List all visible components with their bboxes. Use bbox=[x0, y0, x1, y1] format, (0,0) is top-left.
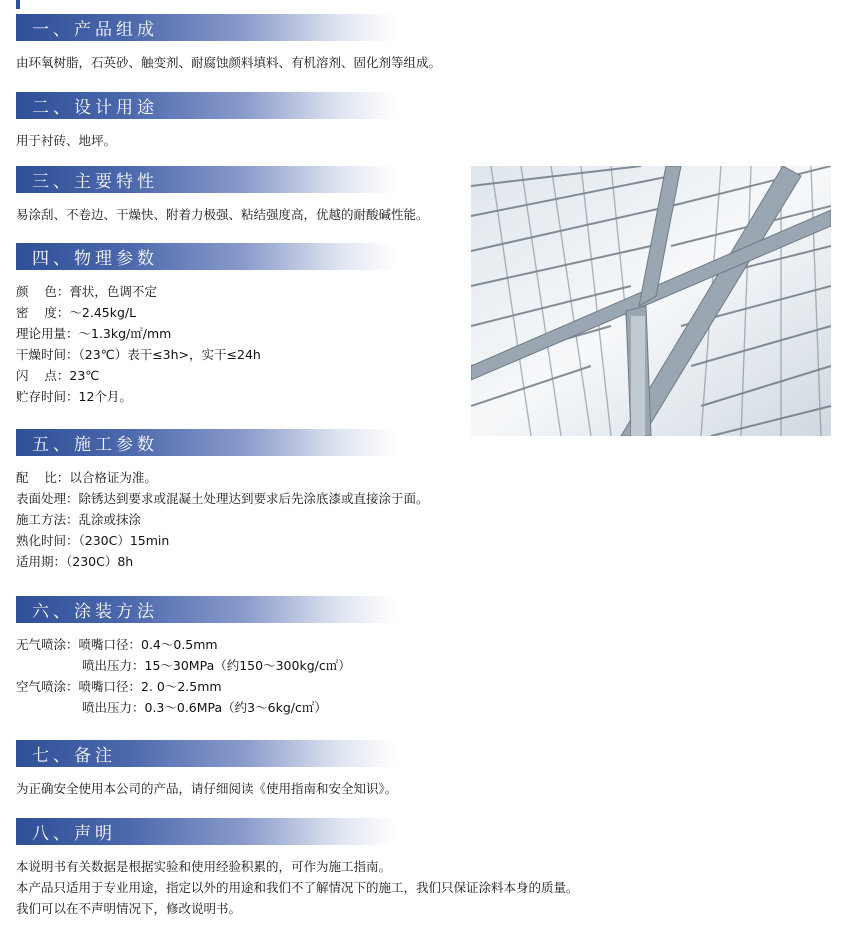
param-drying-time: 干燥时间：（23℃）表干≤3h>，实干≤24h bbox=[16, 347, 261, 362]
section-statement bbox=[0, 818, 846, 919]
param-ratio: 配 比：以合格证为准。 bbox=[16, 470, 157, 485]
param-pot-life: 适用期：（230C）8h bbox=[16, 554, 134, 569]
param-color: 颜 色：膏状，色调不定 bbox=[16, 284, 157, 299]
body-line: 为正确安全使用本公司的产品，请仔细阅读《使用指南和安全知识》。 bbox=[16, 781, 398, 796]
section-title: 四、物理参数 bbox=[32, 249, 158, 269]
section-body bbox=[16, 856, 846, 919]
section-header-bar bbox=[16, 740, 396, 767]
glass-roof-photo bbox=[471, 166, 831, 436]
section-title: 二、设计用途 bbox=[32, 98, 158, 118]
section-body bbox=[16, 467, 846, 572]
section-design-use bbox=[0, 92, 846, 151]
section-header-bar bbox=[16, 429, 396, 456]
param-surface-treatment: 表面处理：除锈达到要求或混凝土处理达到要求后先涂底漆或直接涂于面。 bbox=[16, 491, 429, 506]
air-spray-pressure: 喷出压力：0.3～0.6MPa（约3～6kg/c㎡） bbox=[82, 700, 327, 715]
param-density: 密 度：～2.45kg/L bbox=[16, 305, 137, 320]
section-header-bar bbox=[16, 243, 396, 270]
param-storage-time: 贮存时间：12个月。 bbox=[16, 389, 132, 404]
air-spray-nozzle: 空气喷涂：喷嘴口径：2. 0～2.5mm bbox=[16, 679, 222, 694]
section-title: 一、产品组成 bbox=[32, 20, 158, 40]
airless-spray-nozzle: 无气喷涂：喷嘴口径：0.4～0.5mm bbox=[16, 637, 218, 652]
glass-roof-illustration bbox=[471, 166, 831, 436]
section-remarks bbox=[0, 740, 846, 799]
section-title: 三、主要特性 bbox=[32, 172, 158, 192]
body-line: 我们可以在不声明情况下，修改说明书。 bbox=[16, 901, 242, 916]
body-line: 由环氧树脂，石英砂、触变剂、耐腐蚀颜料填料、有机溶剂、固化剂等组成。 bbox=[16, 55, 442, 70]
param-flash-point: 闪 点：23℃ bbox=[16, 368, 100, 383]
section-title: 七、备注 bbox=[32, 746, 116, 766]
section-body bbox=[16, 130, 846, 151]
airless-spray-pressure: 喷出压力：15～30MPa（约150～300kg/c㎡） bbox=[82, 658, 351, 673]
body-line: 本说明书有关数据是根据实验和使用经验积累的，可作为施工指南。 bbox=[16, 859, 392, 874]
section-title: 八、声明 bbox=[32, 824, 116, 844]
body-line: 本产品只适用于专业用途，指定以外的用途和我们不了解情况下的施工，我们只保证涂料本身的质量。 bbox=[16, 880, 579, 895]
section-construction-parameters bbox=[0, 429, 846, 572]
section-body bbox=[16, 778, 846, 799]
param-curing-time: 熟化时间：（230C）15min bbox=[16, 533, 170, 548]
param-theoretical-usage: 理论用量：～1.3kg/㎡/mm bbox=[16, 326, 172, 341]
section-title: 五、施工参数 bbox=[32, 435, 158, 455]
body-line: 易涂刮、不卷边、干燥快、附着力极强、粘结强度高，优越的耐酸碱性能。 bbox=[16, 207, 429, 222]
section-body bbox=[16, 52, 846, 73]
section-title: 六、涂装方法 bbox=[32, 602, 158, 622]
section-header-bar bbox=[16, 596, 396, 623]
section-header-bar bbox=[16, 818, 396, 845]
body-line: 用于衬砖、地坪。 bbox=[16, 133, 117, 148]
section-body bbox=[16, 634, 846, 718]
top-accent-mark bbox=[16, 0, 20, 9]
param-application-method: 施工方法：乱涂或抹涂 bbox=[16, 512, 142, 527]
section-coating-method bbox=[0, 596, 846, 718]
section-header-bar bbox=[16, 166, 396, 193]
section-header-bar bbox=[16, 92, 396, 119]
section-header-bar bbox=[16, 14, 396, 41]
section-product-composition bbox=[0, 14, 846, 73]
